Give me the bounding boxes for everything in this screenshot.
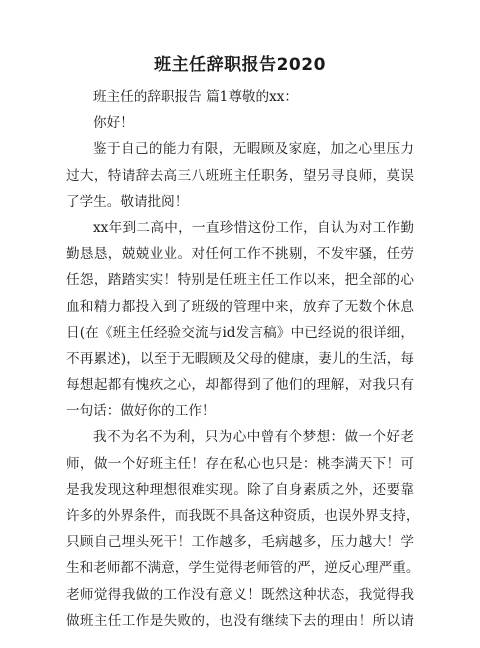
document-title: 班主任辞职报告2020 [154, 55, 326, 75]
body-line: 了学生。敬请批阅！ [66, 193, 189, 210]
body-line: 任怨，踏踏实实！特别是任班主任工作以来，把全部的心 [66, 272, 414, 289]
body-line: 每想起都有愧疚之心，却都得到了他们的理解，对我只有 [66, 377, 414, 394]
body-line: 师，做一个好班主任！存在私心也只是：桃李满天下！可 [66, 455, 414, 472]
body-line: 一句话：做好你的工作！ [66, 403, 216, 420]
body-line: 我不为名不为利，只为心中曾有个梦想：做一个好老 [93, 429, 414, 446]
body-line: 不再累述)，以至于无暇顾及父母的健康，妻儿的生活，每 [66, 350, 414, 367]
body-line: 生和老师都不满意，学生觉得老师管的严，逆反心理严重。 [66, 560, 420, 577]
document-body [66, 84, 420, 634]
body-line: xx年到二高中，一直珍惜这份工作，自认为对工作勤 [93, 219, 414, 236]
body-line: 勤恳恳，兢兢业业。对任何工作不挑剔，不发牢骚，任劳 [66, 246, 414, 263]
body-line: 日(在《班主任经验交流与id发言稿》中已经说的很详细， [66, 324, 414, 341]
body-line: 你好！ [93, 115, 134, 132]
body-line: 过大，特请辞去高三八班班主任职务，望另寻良师，莫误 [66, 167, 414, 184]
body-line: 只顾自己埋头死干！工作越多，毛病越多，压力越大！学 [66, 534, 414, 551]
body-line: 做班主任工作是失败的，也没有继续下去的理由！所以请 [66, 612, 414, 629]
body-line: 老师觉得我做的工作没有意义！既然这种状态，我觉得我 [66, 586, 414, 603]
body-line: 是我发现这种理想很难实现。除了自身素质之外，还要靠 [66, 481, 414, 498]
body-line: 血和精力都投入到了班级的管理中来，放弃了无数个休息 [66, 298, 414, 315]
body-line: 班主任的辞职报告 篇1尊敬的xx： [93, 89, 299, 105]
body-line: 鉴于自己的能力有限，无暇顾及家庭，加之心里压力 [93, 141, 414, 158]
body-line: 许多的外界条件，而我既不具备这种资质，也误外界支持， [66, 508, 420, 524]
